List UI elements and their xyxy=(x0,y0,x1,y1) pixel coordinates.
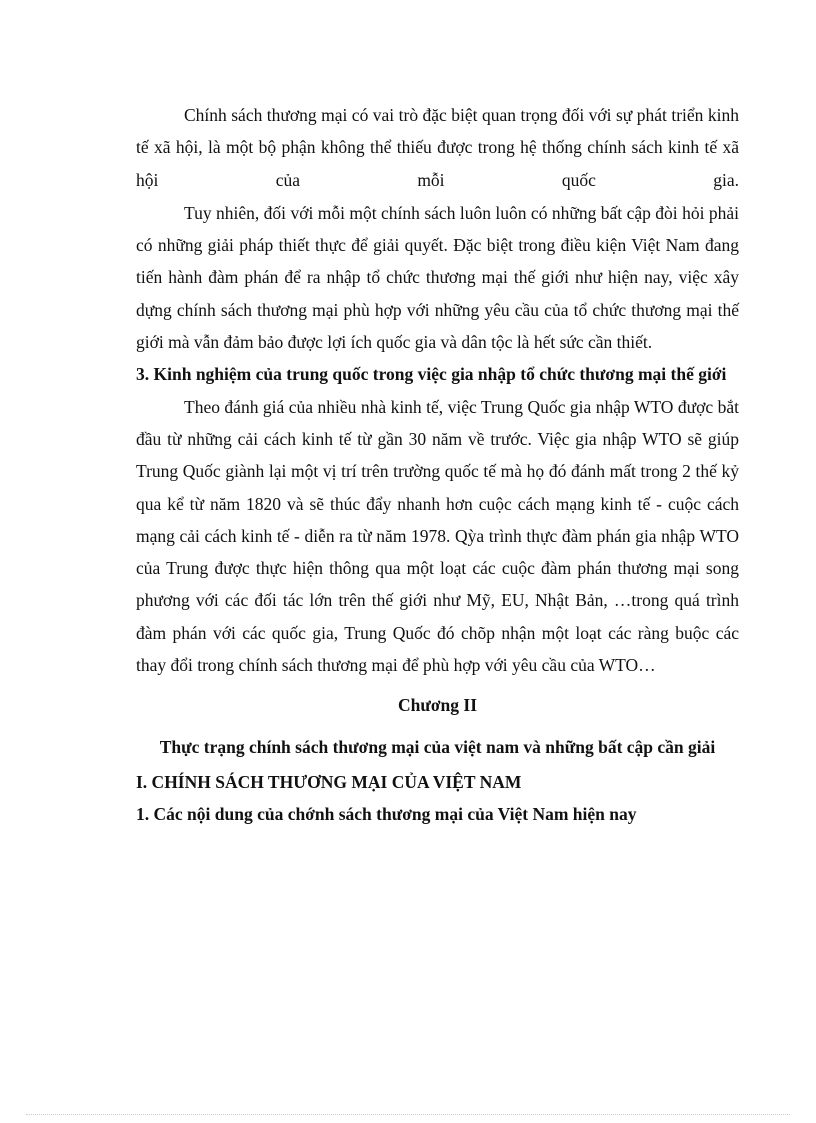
document-body xyxy=(136,99,739,830)
section-3-heading: 3. Kinh nghiệm của trung quốc trong việc gia nhập tổ chức thương mại thế giới xyxy=(136,364,727,385)
page-bottom-border xyxy=(26,1114,790,1115)
paragraph-trade-policy-role: Chính sách thương mại có vai trò đặc biệt quan trọng đối với sự phát triển kinh tế xã hội, là một bộ phận không thể thiếu được trong hệ thống chính sách kinh tế xã hội của mỗi quốc gia. xyxy=(136,105,739,190)
chapter-title: Thực trạng chính sách thương mại của việt nam và những bất cập cần giải xyxy=(159,737,716,758)
chapter-label: Chương II xyxy=(397,695,478,716)
paragraph-policy-shortcomings: Tuy nhiên, đối với mỗi một chính sách luôn luôn có những bất cập đòi hỏi phải có những giải pháp thiết thực để giải quyết. Đặc biệt trong điều kiện Việt Nam đang tiến hành đàm phán để ra nhập tổ chức thương mại thế giới như hiện nay, việc xây dựng chính sách thương mại phù hợp với những yêu cầu của tổ chức thương mại thế giới mà vẫn đảm bảo được lợi ích quốc gia và dân tộc là hết sức cần thiết. xyxy=(136,202,739,353)
section-1-heading: 1. Các nội dung của chớnh sách thương mại của Việt Nam hiện nay xyxy=(136,804,637,825)
paragraph-china-experience: Theo đánh giá của nhiều nhà kinh tế, việc Trung Quốc gia nhập WTO được bắt đầu từ những cải cách kinh tế từ gần 30 năm về trước. Việc gia nhập WTO sẽ giúp Trung Quốc giành lại một vị trí trên trường quốc tế mà họ đó đánh mất trong 2 thế kỷ qua kể từ năm 1820 và sẽ thúc đẩy nhanh hơn cuộc cách mạng kinh tế - cuộc cách mạng cải cách kinh tế - diễn ra từ năm 1978. Qỳa trình thực đàm phán gia nhập WTO của Trung được thực hiện thông qua một loạt các cuộc đàm phán thương mại song phương với các đối tác lớn trên thế giới như Mỹ, EU, Nhật Bản, …trong quá trình đàm phán với các quốc gia, Trung Quốc đó chõp nhận một loạt các ràng buộc các thay đổi trong chính sách thương mại để phù hợp với yêu cầu của WTO… xyxy=(136,396,739,676)
section-I-heading: I. CHÍNH SÁCH THƯƠNG MẠI CỦA VIỆT NAM xyxy=(136,772,522,793)
